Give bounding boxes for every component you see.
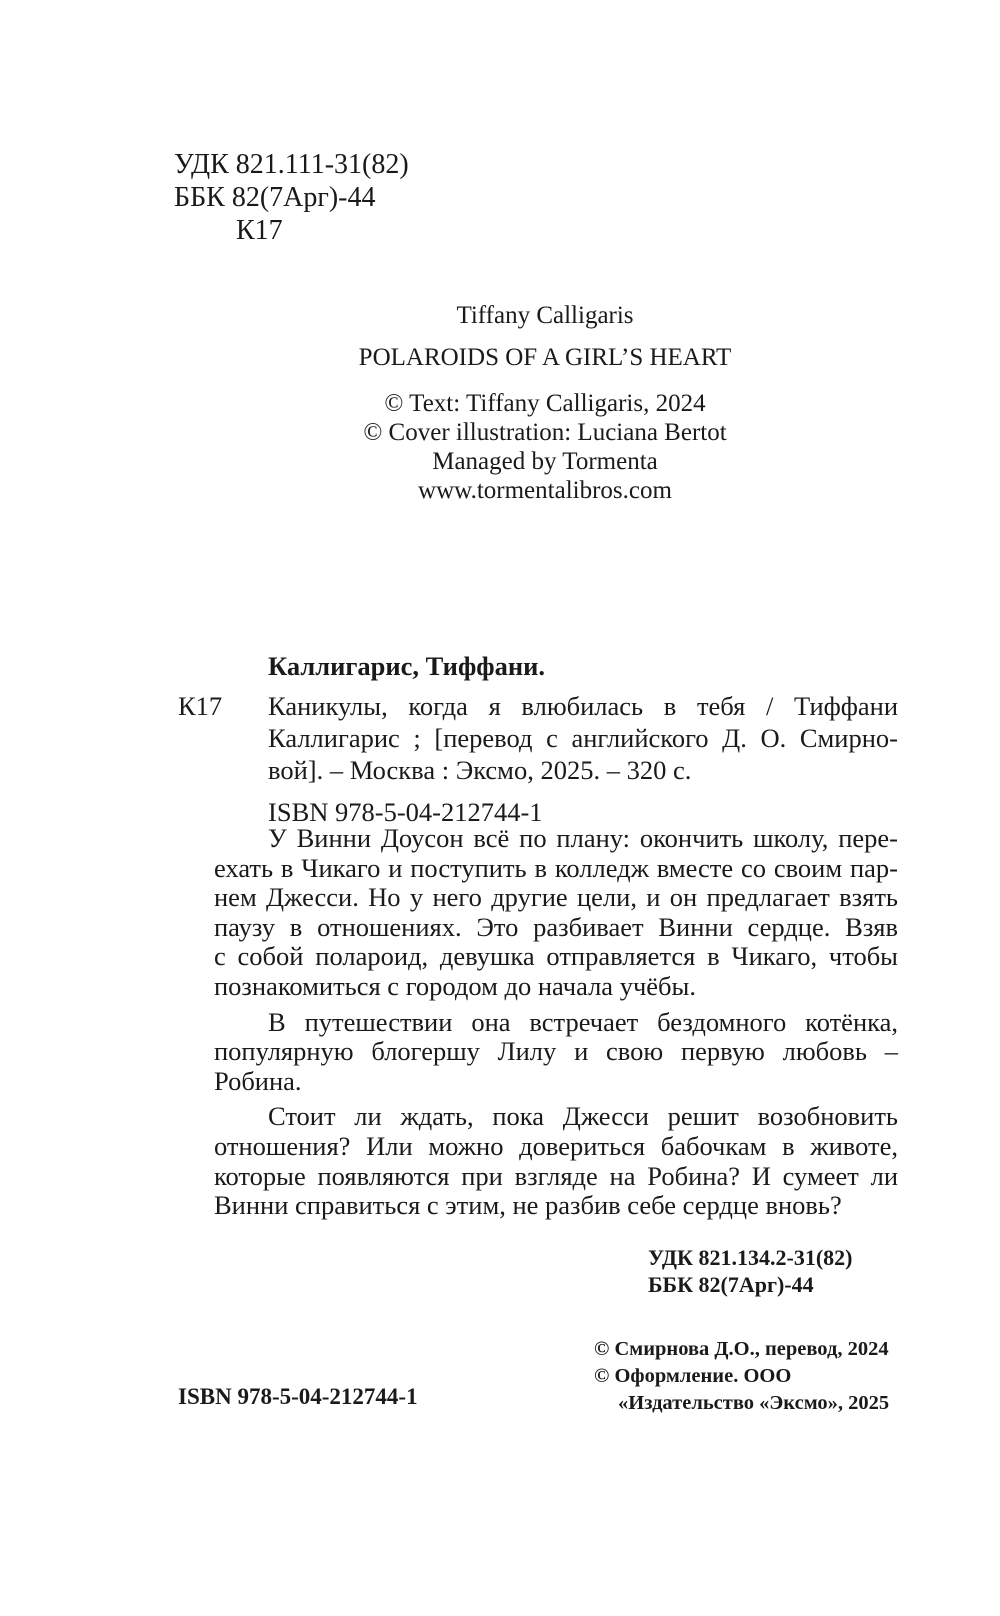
website: www.tormentalibros.com [418, 477, 672, 504]
record-author: Каллигарис, Тиффани. [268, 651, 546, 681]
original-credits [0, 389, 1000, 505]
annotation-line: Робина. [214, 1065, 302, 1096]
bibliographic-record [178, 650, 898, 828]
copyright-text: © Text: Tiffany Calligaris, 2024 [384, 390, 706, 417]
annotation-line: ехать в Чикаго и поступить в колледж вместе со своим пар- [214, 852, 898, 883]
managed-by: Managed by Tormenta [432, 448, 658, 475]
annotation-line: отношения? Или можно довериться бабочкам в животе, [214, 1130, 898, 1161]
original-author: Tiffany Calligaris [456, 302, 634, 329]
codes-udk: УДК 821.134.2-31(82) [648, 1245, 853, 1270]
copyright-cover: © Cover illustration: Luciana Bertot [363, 419, 727, 446]
annotation-line: паузу в отношениях. Это разбивает Винни сердце. Взяв [214, 911, 898, 942]
codes-bbk: ББК 82(7Арг)-44 [648, 1272, 814, 1297]
copyright-line-3: «Издательство «Эксмо», 2025 [618, 1392, 890, 1414]
annotation-paragraph-2 [214, 1006, 898, 1097]
annotation-line: познакомиться с городом до начала учёбы. [214, 970, 696, 1001]
annotation-line: которые появляются при взгляде на Робина? И сумеет ли [214, 1160, 898, 1191]
author-mark: К17 [236, 215, 283, 246]
annotation-line: нем Джесси. Но у него другие цели, и он предлагает взять [214, 882, 898, 913]
annotation-paragraph-3 [214, 1101, 898, 1221]
record-entry-line3: вой]. – Москва : Эксмо, 2025. – 320 с. [268, 755, 692, 785]
isbn-bottom: ISBN 978-5-04-212744-1 [178, 1384, 418, 1409]
record-mark: К17 [178, 691, 223, 721]
original-title: POLAROIDS OF A GIRL’S HEART [358, 344, 732, 371]
annotation-line: У Винни Доусон всё по плану: окончить школу, пере- [268, 823, 898, 853]
annotation [214, 823, 898, 1227]
record-entry-line2: Каллигарис ; [перевод с английского Д. О. Смирно- [268, 723, 898, 753]
annotation-line: популярную блогершу Лилу и свою первую любовь – [214, 1036, 898, 1067]
annotation-line: с собой полароид, девушка отправляется в Чикаго, чтобы [214, 941, 898, 972]
udk-code: УДК 821.111-31(82) [174, 149, 409, 180]
record-entry-line1: Каникулы, когда я влюбилась в тебя / Тиффани [268, 691, 898, 721]
original-edition [0, 301, 1000, 330]
copyright-block [594, 1336, 889, 1417]
original-title-block [0, 343, 1000, 372]
annotation-line: Винни справиться с этим, не разбив себе сердце вновь? [214, 1190, 842, 1221]
bbk-code: ББК 82(7Арг)-44 [174, 182, 376, 213]
record-entry-row [178, 690, 898, 722]
annotation-line: В путешествии она встречает бездомного котёнка, [268, 1006, 898, 1037]
copyright-line-2: © Оформление. ООО [594, 1365, 792, 1387]
annotation-line: Стоит ли ждать, пока Джесси решит возобновить [268, 1101, 898, 1132]
classification-codes [648, 1244, 853, 1298]
copyright-line-1: © Смирнова Д.О., перевод, 2024 [594, 1338, 889, 1360]
record-isbn: ISBN 978-5-04-212744-1 [268, 797, 543, 827]
annotation-paragraph-1 [214, 823, 898, 1002]
